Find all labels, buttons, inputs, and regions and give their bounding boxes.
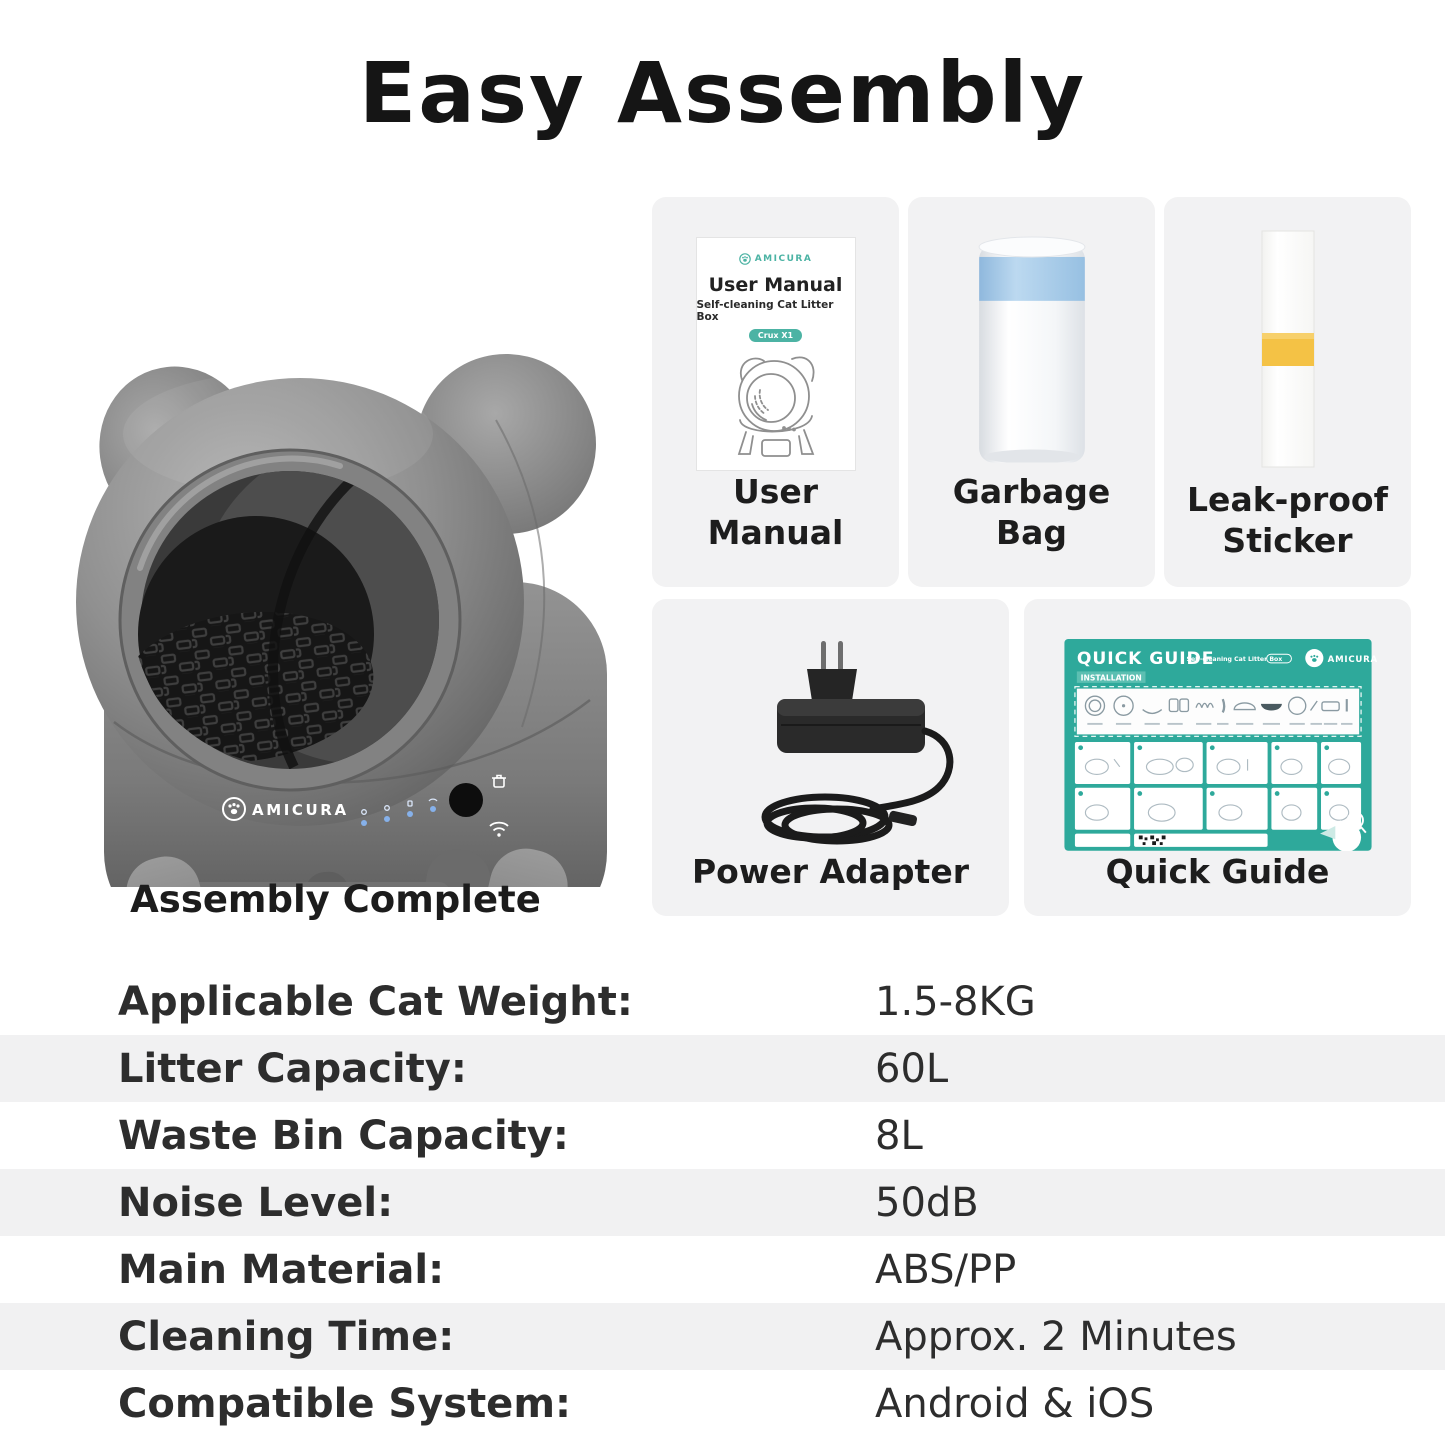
quick-guide-card (1024, 599, 1411, 916)
garbage-bag-card (908, 197, 1155, 587)
litter-box-line-drawing (722, 348, 830, 466)
power-adapter-art (697, 637, 965, 849)
spec-value: Approx. 2 Minutes (875, 1313, 1237, 1360)
spec-row-noise-level (0, 1169, 1445, 1236)
installation-label: INSTALLATION (1080, 673, 1142, 683)
spec-row-compatible-system (0, 1370, 1445, 1437)
eu-plug (777, 641, 925, 753)
leak-proof-sticker-label: Leak-proof Sticker (1187, 479, 1388, 560)
spec-row-cleaning-time (0, 1303, 1445, 1370)
spec-value: 8L (875, 1112, 923, 1159)
amicura-logo-icon (739, 253, 751, 265)
quick-guide-title: QUICK GUIDE (1076, 648, 1214, 669)
cable-connector (888, 810, 918, 827)
spec-label: Waste Bin Capacity: (118, 1112, 569, 1159)
spec-label: Compatible System: (118, 1380, 571, 1427)
spec-label: Main Material: (118, 1246, 445, 1293)
spec-row-litter-capacity (0, 1035, 1445, 1102)
garbage-bag-roll (971, 231, 1093, 471)
user-manual-card (652, 197, 899, 587)
spec-value: 1.5-8KG (875, 978, 1036, 1025)
quick-guide-subtitle: Self-cleaning Cat Litter Box (1186, 655, 1282, 663)
user-manual-label: User Manual (707, 471, 844, 552)
spec-value: Android & iOS (875, 1380, 1155, 1427)
spec-label: Cleaning Time: (118, 1313, 455, 1360)
spec-label: Litter Capacity: (118, 1045, 467, 1092)
quick-guide-poster (1057, 639, 1379, 851)
power-button[interactable] (449, 783, 483, 817)
leak-proof-sticker-card (1164, 197, 1411, 587)
parts-strip (1074, 687, 1360, 737)
spec-table (0, 968, 1445, 1437)
manual-brand-text: AMICURA (754, 254, 813, 264)
spec-value: 60L (875, 1045, 949, 1092)
spec-label: Applicable Cat Weight: (118, 978, 633, 1025)
manual-brand-row (739, 253, 813, 265)
spec-row-waste-bin-capacity (0, 1102, 1445, 1169)
garbage-bag-label: Garbage Bag (952, 471, 1111, 552)
page-title: Easy Assembly (358, 44, 1087, 142)
user-manual-cover (696, 237, 856, 471)
spec-row-cat-weight (0, 968, 1445, 1035)
litter-box-photo (28, 182, 643, 887)
litter-box-illustration (28, 182, 643, 887)
svg-text:AMICURA: AMICURA (1327, 654, 1378, 665)
spec-value: ABS/PP (875, 1246, 1017, 1293)
manual-subtitle: Self-cleaning Cat Litter Box (696, 299, 834, 323)
spec-row-main-material (0, 1236, 1445, 1303)
model-badge: Crux X1 (749, 329, 802, 342)
quick-guide-label: Quick Guide (1105, 851, 1330, 891)
power-adapter-label: Power Adapter (692, 851, 969, 891)
device-logo-text: AMICURA (252, 801, 349, 819)
manual-title: User Manual (708, 274, 843, 296)
product-caption: Assembly Complete (130, 878, 541, 921)
bag-blue-band (979, 257, 1085, 301)
leak-proof-sticker-strip (1252, 227, 1324, 471)
spec-value: 50dB (875, 1179, 979, 1226)
power-adapter-card (652, 599, 1009, 916)
spec-label: Noise Level: (118, 1179, 394, 1226)
